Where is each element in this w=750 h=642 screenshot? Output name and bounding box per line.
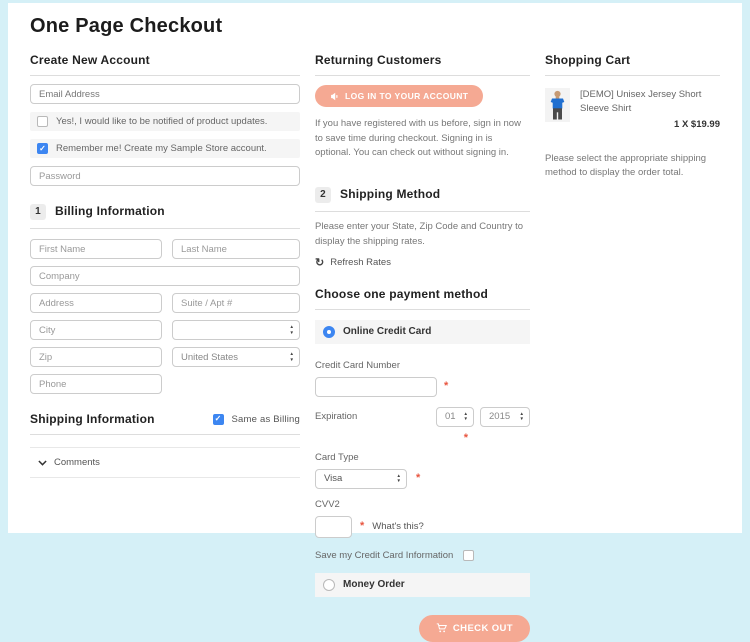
first-name-input[interactable] — [30, 239, 162, 259]
state-select[interactable] — [172, 320, 300, 340]
right-column — [545, 53, 720, 181]
zip-input[interactable] — [30, 347, 162, 367]
required-asterisk: * — [444, 380, 449, 393]
credit-card-option-label: Online Credit Card — [343, 326, 432, 338]
notify-label: Yes!, I would like to be notified of product updates. — [56, 116, 268, 127]
address-input[interactable] — [30, 293, 162, 313]
comments-label: Comments — [54, 457, 100, 468]
same-as-billing-checkbox[interactable] — [213, 414, 224, 425]
remember-checkbox-row[interactable] — [30, 139, 300, 158]
left-column — [30, 53, 300, 478]
city-input[interactable] — [30, 320, 162, 340]
checkout-button-label: CHECK OUT — [452, 622, 513, 634]
stepper-icon — [464, 412, 468, 422]
returning-heading: Returning Customers — [315, 53, 530, 76]
card-type-select[interactable] — [315, 469, 407, 489]
email-input[interactable] — [30, 84, 300, 104]
payment-heading: Choose one payment method — [315, 287, 530, 310]
chevron-down-icon — [38, 460, 47, 466]
country-select-value: United States — [181, 351, 239, 363]
create-account-heading: Create New Account — [30, 53, 300, 76]
page-title: One Page Checkout — [30, 15, 223, 37]
remember-label: Remember me! Create my Sample Store account. — [56, 143, 267, 154]
billing-heading — [30, 204, 300, 229]
exp-year-select[interactable] — [480, 407, 530, 427]
stepper-icon — [520, 412, 524, 422]
credit-card-radio[interactable] — [323, 326, 335, 338]
product-image — [545, 88, 570, 122]
whats-this-link[interactable]: What's this? — [372, 521, 424, 533]
shipping-method-heading-label: Shipping Method — [340, 187, 441, 202]
comments-toggle[interactable] — [30, 447, 300, 478]
credit-card-radio-row[interactable] — [315, 320, 530, 344]
required-asterisk: * — [463, 431, 468, 444]
same-as-billing-row[interactable] — [213, 414, 300, 425]
login-icon — [330, 92, 339, 101]
money-order-option-label: Money Order — [343, 579, 405, 591]
shipping-method-number-badge: 2 — [315, 187, 331, 203]
refresh-rates-label: Refresh Rates — [330, 256, 391, 268]
password-input[interactable] — [30, 166, 300, 186]
save-cc-label: Save my Credit Card Information — [315, 549, 454, 561]
cc-number-input[interactable] — [315, 377, 437, 397]
billing-fields — [30, 239, 300, 394]
cvv2-input[interactable] — [315, 516, 352, 538]
checkout-button[interactable] — [419, 615, 530, 642]
card-type-label: Card Type — [315, 451, 359, 463]
same-as-billing-label: Same as Billing — [231, 413, 300, 425]
save-cc-checkbox[interactable] — [463, 550, 474, 561]
remember-checkbox[interactable] — [37, 143, 48, 154]
phone-input[interactable] — [30, 374, 162, 394]
last-name-input[interactable] — [172, 239, 300, 259]
shipping-info-heading-row — [30, 412, 300, 435]
cart-item-name: [DEMO] Unisex Jersey Short Sleeve Shirt — [580, 89, 702, 114]
refresh-icon: ↻ — [315, 256, 325, 269]
money-order-radio[interactable] — [323, 579, 335, 591]
returning-text: If you have registered with us before, sign in now to save time during checkout. Signing in is optional. You can check out without signing in. — [315, 118, 521, 159]
login-button[interactable] — [315, 85, 483, 107]
exp-year-value: 2015 — [489, 411, 511, 423]
company-input[interactable] — [30, 266, 300, 286]
save-cc-row[interactable] — [315, 550, 530, 561]
stepper-icon — [290, 352, 294, 362]
shipping-method-text: Please enter your State, Zip Code and Country to display the shipping rates. — [315, 221, 524, 247]
page-frame — [8, 3, 742, 634]
required-asterisk: * — [360, 520, 365, 533]
country-select[interactable] — [172, 347, 300, 367]
expiration-label: Expiration — [315, 411, 358, 423]
cart-item-qty-price: 1 X $19.99 — [674, 118, 720, 130]
cc-number-label: Credit Card Number — [315, 359, 400, 371]
exp-month-value: 01 — [445, 411, 456, 423]
exp-month-select[interactable] — [436, 407, 474, 427]
suite-input[interactable] — [172, 293, 300, 313]
cart-heading: Shopping Cart — [545, 53, 720, 76]
required-asterisk: * — [416, 472, 421, 485]
cart-icon — [436, 623, 447, 633]
card-type-value: Visa — [324, 473, 343, 485]
stepper-icon — [290, 325, 294, 335]
cart-item-row — [545, 88, 720, 130]
stepper-icon — [397, 474, 401, 484]
notify-checkbox-row[interactable] — [30, 112, 300, 131]
refresh-rates-link[interactable] — [315, 256, 530, 269]
money-order-radio-row[interactable] — [315, 573, 530, 597]
shipping-info-heading: Shipping Information — [30, 412, 155, 426]
login-button-label: LOG IN TO YOUR ACCOUNT — [345, 91, 469, 101]
middle-column — [315, 53, 530, 642]
cvv2-label: CVV2 — [315, 498, 340, 510]
billing-heading-label: Billing Information — [55, 204, 165, 219]
shipping-method-heading — [315, 187, 530, 212]
billing-number-badge: 1 — [30, 204, 46, 220]
notify-checkbox[interactable] — [37, 116, 48, 127]
cart-note: Please select the appropriate shipping method to display the order total. — [545, 152, 707, 179]
